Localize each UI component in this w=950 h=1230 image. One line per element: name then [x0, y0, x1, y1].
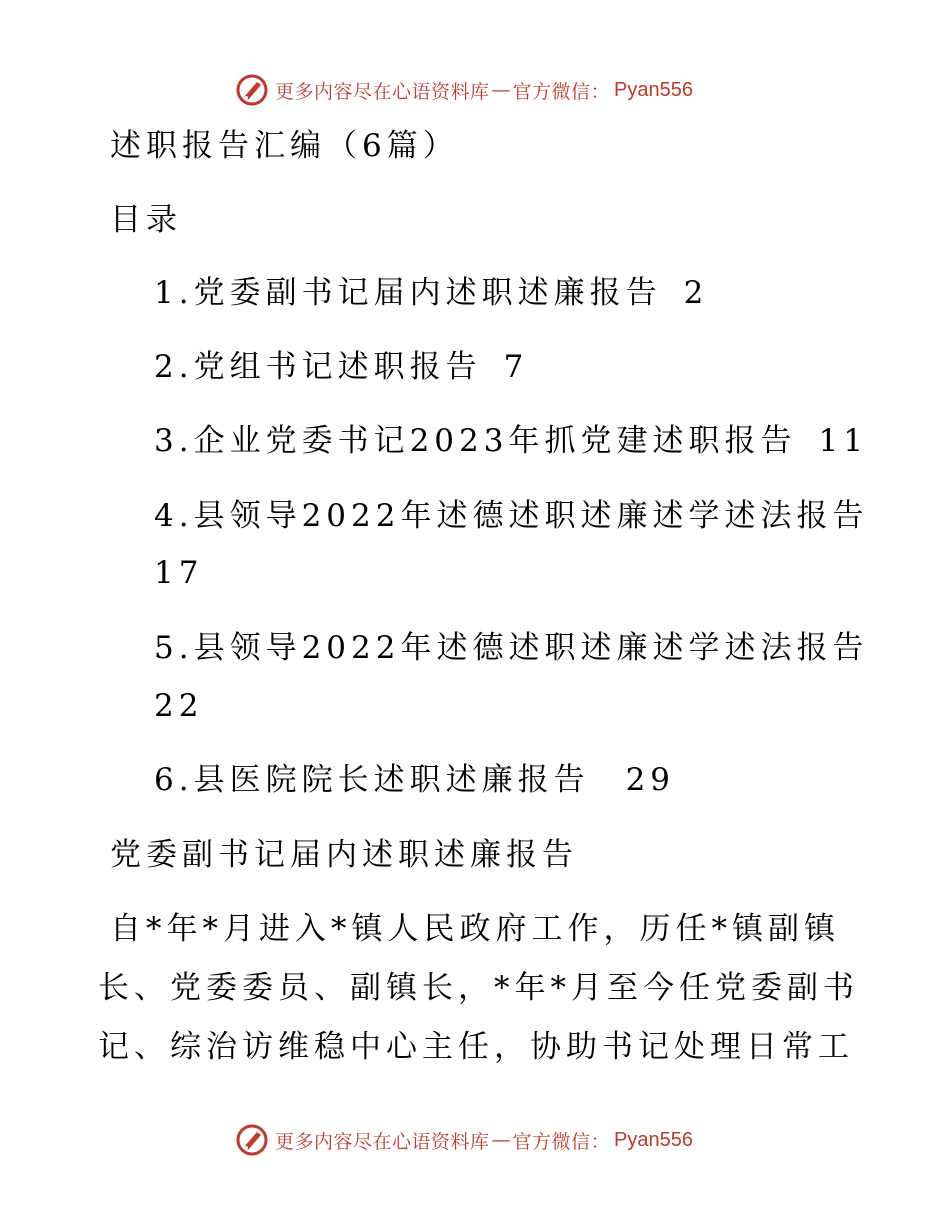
header-watermark — [235, 72, 693, 108]
toc-item-6[interactable] — [154, 760, 675, 800]
toc-item-text: 3.企业党委书记2023年抓党建述职报告 — [154, 423, 797, 459]
toc-item-page: 11 — [818, 423, 868, 459]
section-heading: 党委副书记届内述职述廉报告 — [110, 837, 578, 873]
body-line-2: 长、党委委员、副镇长，*年*月至今任党委副书 — [98, 970, 859, 1006]
banner-dash: — — [491, 1129, 511, 1151]
toc-item-page: 7 — [503, 349, 529, 385]
pen-logo-icon — [235, 73, 269, 107]
toc-item-1[interactable] — [154, 273, 708, 313]
toc-item-5-page-line — [154, 686, 203, 726]
toc-item-text: 2.党组书记述职报告 — [154, 349, 482, 385]
toc-item-page: 17 — [154, 555, 204, 591]
toc-item-3[interactable] — [154, 421, 868, 461]
body-line-1: 自*年*月进入*镇人民政府工作，历任*镇副镇 — [110, 911, 840, 947]
toc-item-text: 5.县领导2022年述德述职述廉述学述法报告 — [154, 630, 869, 666]
body-line-3: 记、综治访维稳中心主任，协助书记处理日常工 — [98, 1029, 854, 1065]
toc-item-text: 4.县领导2022年述德述职述廉述学述法报告 — [154, 498, 869, 534]
banner-official-label: 官方微信： — [512, 80, 611, 103]
toc-item-2[interactable] — [154, 347, 528, 387]
banner-text: 更多内容尽在心语资料库 — [275, 80, 490, 103]
banner-text: 更多内容尽在心语资料库 — [275, 1130, 490, 1153]
banner-wechat-id: Pyan556 — [614, 1128, 693, 1151]
toc-item-4[interactable] — [154, 496, 868, 536]
toc-item-5[interactable] — [154, 628, 868, 668]
banner-dash: — — [491, 79, 511, 101]
pen-logo-icon — [235, 1123, 269, 1157]
toc-item-page: 2 — [683, 275, 709, 311]
document-title: 述职报告汇编（6篇） — [110, 128, 459, 164]
banner-official-label: 官方微信： — [512, 1130, 611, 1153]
toc-heading: 目录 — [110, 202, 182, 238]
toc-item-page: 29 — [625, 762, 676, 798]
toc-item-4-page-line — [154, 553, 203, 593]
toc-item-text: 1.党委副书记届内述职述廉报告 — [154, 275, 662, 311]
toc-item-text: 6.县医院院长述职述廉报告 — [154, 762, 590, 798]
banner-wechat-id: Pyan556 — [614, 78, 693, 101]
toc-item-page: 22 — [154, 688, 204, 724]
footer-watermark — [235, 1122, 693, 1158]
